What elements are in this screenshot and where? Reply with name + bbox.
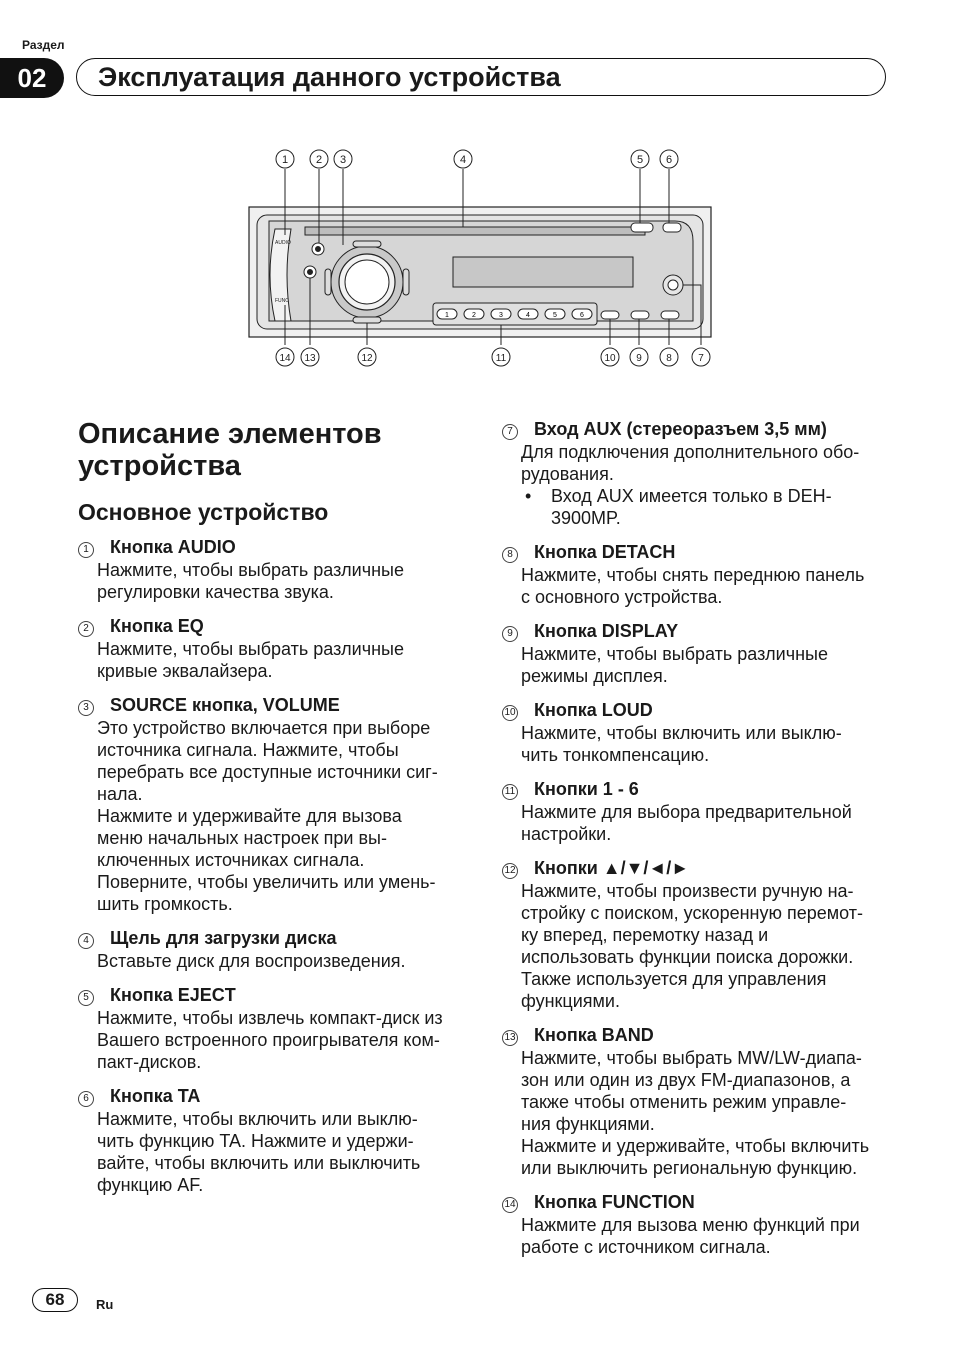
item-number: 5 bbox=[78, 990, 94, 1006]
bullet-note bbox=[502, 485, 902, 529]
list-item bbox=[502, 418, 902, 529]
item-body: Нажмите, чтобы извлечь компакт-диск из Вашего встроенного проигрывателя ком- пакт-дисков. bbox=[97, 1008, 443, 1072]
language-code: Ru bbox=[96, 1297, 114, 1312]
preset-button-4: 4 bbox=[526, 312, 530, 319]
func-panel-label: FUNC bbox=[275, 298, 289, 304]
item-number: 13 bbox=[502, 1030, 518, 1046]
item-title: Кнопка DETACH bbox=[534, 542, 676, 562]
audio-panel-label: AUDIO bbox=[275, 240, 291, 246]
svg-text:6: 6 bbox=[665, 154, 673, 166]
callout-14 bbox=[276, 348, 294, 366]
item-title: Кнопка EQ bbox=[110, 616, 204, 636]
item-body: Нажмите для выбора предварительной настройки. bbox=[521, 802, 852, 844]
callout-7 bbox=[692, 348, 710, 366]
section-number: 02 bbox=[0, 58, 64, 98]
svg-text:13: 13 bbox=[304, 353, 316, 364]
item-title: Кнопка DISPLAY bbox=[534, 621, 679, 641]
list-item bbox=[502, 778, 902, 845]
preset-button-1: 1 bbox=[445, 312, 449, 319]
item-body: Нажмите, чтобы выбрать различные режимы дисплея. bbox=[521, 644, 828, 686]
list-item bbox=[78, 1085, 473, 1196]
item-number: 14 bbox=[502, 1197, 518, 1213]
preset-button-6: 6 bbox=[580, 312, 584, 319]
item-number: 7 bbox=[502, 424, 518, 440]
list-item bbox=[78, 615, 473, 682]
list-item bbox=[78, 536, 473, 603]
bullet-text: Вход AUX имеется только в DEH- 3900MP. bbox=[551, 486, 832, 528]
item-body: Нажмите, чтобы выбрать различные кривые эквалайзера. bbox=[97, 639, 404, 681]
item-number: 6 bbox=[78, 1091, 94, 1107]
left-column bbox=[78, 418, 473, 1208]
svg-text:9: 9 bbox=[636, 353, 642, 364]
list-item bbox=[502, 699, 902, 766]
callout-11 bbox=[492, 348, 510, 366]
item-title: Вход AUX (стереоразъем 3,5 мм) bbox=[534, 419, 827, 439]
svg-text:10: 10 bbox=[604, 353, 616, 364]
callout-12 bbox=[358, 348, 376, 366]
list-item bbox=[78, 927, 473, 972]
item-number: 12 bbox=[502, 863, 518, 879]
item-title: Кнопка LOUD bbox=[534, 700, 653, 720]
svg-text:7: 7 bbox=[698, 353, 704, 364]
list-item bbox=[502, 620, 902, 687]
svg-text:1: 1 bbox=[281, 154, 289, 166]
right-column bbox=[502, 418, 902, 1270]
section-label: Раздел bbox=[22, 38, 65, 52]
callout-1 bbox=[276, 150, 294, 168]
item-body: Нажмите, чтобы снять переднюю панель с основного устройства. bbox=[521, 565, 865, 607]
item-title: Кнопка BAND bbox=[534, 1025, 654, 1045]
callout-2 bbox=[310, 150, 328, 168]
item-body: Нажмите, чтобы произвести ручную на- стройку с поиском, ускоренную перемот- ку вперед, перемотку назад и использовать функции поиска дорожки. Также используется для управления функциями. bbox=[521, 881, 863, 1011]
main-heading: Описание элементов устройства bbox=[78, 418, 382, 482]
item-body: Нажмите для вызова меню функций при работе с источником сигнала. bbox=[521, 1215, 860, 1257]
head-unit-diagram bbox=[245, 145, 715, 373]
preset-button-2: 2 bbox=[472, 312, 476, 319]
item-body: Нажмите, чтобы выбрать различные регулировки качества звука. bbox=[97, 560, 404, 602]
svg-text:12: 12 bbox=[361, 353, 373, 364]
list-item bbox=[502, 1024, 902, 1179]
item-number: 4 bbox=[78, 933, 94, 949]
callout-9 bbox=[630, 348, 648, 366]
svg-text:14: 14 bbox=[279, 353, 291, 364]
item-number: 10 bbox=[502, 705, 518, 721]
callout-13 bbox=[301, 348, 319, 366]
chapter-title: Эксплуатация данного устройства bbox=[98, 62, 561, 92]
item-title: SOURCE кнопка, VOLUME bbox=[110, 695, 340, 715]
preset-button-5: 5 bbox=[553, 312, 557, 319]
svg-text:4: 4 bbox=[459, 154, 467, 166]
preset-button-3: 3 bbox=[499, 312, 503, 319]
list-item bbox=[78, 984, 473, 1073]
callout-6 bbox=[660, 150, 678, 168]
callout-8 bbox=[660, 348, 678, 366]
bullet-icon: • bbox=[525, 486, 532, 506]
list-item bbox=[502, 541, 902, 608]
item-title: Кнопки 1 - 6 bbox=[534, 779, 639, 799]
item-title: Кнопки ▲/▼/◄/► bbox=[534, 858, 690, 878]
callout-4 bbox=[454, 150, 472, 168]
item-title: Щель для загрузки диска bbox=[110, 928, 337, 948]
list-item bbox=[502, 857, 902, 1012]
subheading: Основное устройство bbox=[78, 499, 329, 525]
svg-text:5: 5 bbox=[636, 154, 644, 166]
svg-text:2: 2 bbox=[315, 154, 323, 166]
svg-text:8: 8 bbox=[666, 353, 672, 364]
page-number: 68 bbox=[32, 1288, 78, 1312]
item-body: Нажмите, чтобы включить или выклю- чить функцию TA. Нажмите и удержи- вайте, чтобы включить или выключить функцию AF. bbox=[97, 1109, 421, 1195]
item-title: Кнопка EJECT bbox=[110, 985, 236, 1005]
item-number: 1 bbox=[78, 542, 94, 558]
item-number: 2 bbox=[78, 621, 94, 637]
callout-3 bbox=[334, 150, 352, 168]
item-body: Нажмите, чтобы выбрать MW/LW-диапа- зон или один из двух FM-диапазонов, а также чтобы отменить режим управле- ния функциями. Нажмите и удерживайте, чтобы включить или выключить региональную функцию. bbox=[521, 1048, 870, 1178]
svg-text:11: 11 bbox=[495, 353, 507, 364]
item-body: Нажмите, чтобы включить или выклю- чить тонкомпенсацию. bbox=[521, 723, 842, 765]
item-number: 9 bbox=[502, 626, 518, 642]
callout-5 bbox=[631, 150, 649, 168]
item-number: 11 bbox=[502, 784, 518, 800]
list-item bbox=[502, 1191, 902, 1258]
item-number: 8 bbox=[502, 547, 518, 563]
item-body: Это устройство включается при выборе источника сигнала. Нажмите, чтобы перебрать все доступные источники сиг- нала. Нажмите и удерживайте для вызова меню начальных настроек при вы- ключенных источниках сигнала. Поверните, чтобы увеличить или умень- шить громкость. bbox=[97, 718, 438, 914]
svg-text:3: 3 bbox=[339, 154, 347, 166]
item-number: 3 bbox=[78, 700, 94, 716]
item-title: Кнопка FUNCTION bbox=[534, 1192, 695, 1212]
item-title: Кнопка TA bbox=[110, 1086, 201, 1106]
list-item bbox=[78, 694, 473, 915]
item-title: Кнопка AUDIO bbox=[110, 537, 236, 557]
item-body: Для подключения дополнительного обо- рудования. bbox=[521, 442, 860, 484]
callout-10 bbox=[601, 348, 619, 366]
item-body: Вставьте диск для воспроизведения. bbox=[97, 951, 406, 971]
